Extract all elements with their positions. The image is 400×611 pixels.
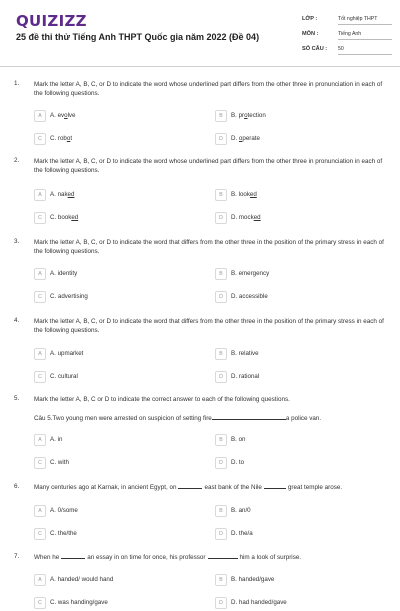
option-letter-badge: B bbox=[215, 574, 227, 586]
option-text bbox=[231, 436, 245, 443]
option-text-start: D. mock bbox=[231, 214, 254, 221]
option-c[interactable] bbox=[34, 371, 204, 383]
answer-blank bbox=[61, 553, 85, 559]
option-text-start: D. the/a bbox=[231, 530, 253, 537]
option-letter-badge: C bbox=[34, 291, 46, 303]
question-text: Mark the letter A, B, C, or D to indicate the word that differs from the other three in the position of the primary stress in each of the following questions. bbox=[34, 239, 384, 255]
option-text bbox=[50, 350, 83, 357]
option-text bbox=[50, 576, 113, 583]
sentence-end: a police van. bbox=[285, 415, 322, 422]
question-text bbox=[34, 553, 392, 562]
option-letter-badge: A bbox=[34, 434, 46, 446]
option-letter-badge: D bbox=[215, 133, 227, 145]
question-7 bbox=[0, 553, 400, 611]
option-letter-badge: C bbox=[34, 371, 46, 383]
option-text-start: C. book bbox=[50, 214, 72, 221]
option-text-end: lve bbox=[67, 112, 76, 119]
option-letter-badge: B bbox=[215, 434, 227, 446]
option-text bbox=[231, 576, 274, 583]
answer-blank bbox=[212, 414, 286, 420]
option-text-start: B. emergency bbox=[231, 270, 270, 277]
option-text-start: A. identity bbox=[50, 270, 78, 277]
option-text-end: t bbox=[70, 135, 73, 142]
option-letter-badge: B bbox=[215, 110, 227, 122]
option-letter-badge: C bbox=[34, 597, 46, 609]
option-c[interactable] bbox=[34, 597, 204, 609]
answer-blank bbox=[264, 483, 286, 489]
subject-label: MÔN : bbox=[302, 31, 319, 37]
question-number: 5. bbox=[14, 395, 20, 402]
header-divider bbox=[0, 66, 400, 67]
underlined-part: o bbox=[64, 112, 68, 119]
underlined-part: ed bbox=[71, 214, 79, 221]
class-label: LỚP : bbox=[302, 16, 318, 22]
option-text bbox=[231, 459, 244, 466]
option-text bbox=[231, 270, 269, 277]
option-letter-badge: D bbox=[215, 457, 227, 469]
option-text bbox=[50, 191, 74, 198]
option-text bbox=[231, 373, 259, 380]
option-letter-badge: C bbox=[34, 133, 46, 145]
option-text bbox=[231, 530, 253, 537]
option-letter-badge: B bbox=[215, 268, 227, 280]
option-letter-badge: D bbox=[215, 528, 227, 540]
option-a[interactable] bbox=[34, 348, 204, 360]
option-text bbox=[50, 599, 108, 606]
underlined-part: ed bbox=[67, 191, 75, 198]
option-c[interactable] bbox=[34, 291, 204, 303]
option-a[interactable] bbox=[34, 505, 204, 517]
option-d[interactable] bbox=[215, 457, 385, 469]
option-text-start: C. with bbox=[50, 459, 69, 466]
option-text-start: D. accessible bbox=[231, 293, 268, 300]
option-text bbox=[231, 350, 259, 357]
option-letter-badge: A bbox=[34, 348, 46, 360]
option-letter-badge: A bbox=[34, 505, 46, 517]
worksheet-title: 25 đề thi thử Tiếng Anh THPT Quốc gia năm 2022 (Đề 04) bbox=[16, 32, 260, 42]
answer-blank bbox=[178, 483, 202, 489]
option-text bbox=[231, 293, 268, 300]
underlined-part: o bbox=[244, 112, 248, 119]
question-text-part: Many centuries ago at Karnak, in ancient Egypt, on bbox=[34, 484, 177, 491]
option-letter-badge: C bbox=[34, 528, 46, 540]
option-text bbox=[50, 270, 77, 277]
option-text-end: perate bbox=[242, 135, 260, 142]
option-text bbox=[231, 191, 257, 198]
option-text bbox=[50, 459, 69, 466]
question-text: Mark the letter A, B, C, or D to indicate the word that differs from the other three in the position of the primary stress in each of the following questions. bbox=[34, 318, 384, 334]
option-a[interactable] bbox=[34, 268, 204, 280]
option-text-start: A. nak bbox=[50, 191, 68, 198]
option-b[interactable] bbox=[215, 110, 385, 122]
subject-value: Tiếng Anh bbox=[338, 31, 392, 40]
question-text: Mark the letter A, B, C, or D to indicate the word whose underlined part differs from the other three in pronunciation in each of the following questions. bbox=[34, 158, 383, 174]
option-text-start: B. handed/gave bbox=[231, 576, 275, 583]
option-text-start: A. upmarket bbox=[50, 350, 84, 357]
option-text-start: A. ev bbox=[50, 112, 65, 119]
option-a[interactable] bbox=[34, 574, 204, 586]
question-text-part: When he bbox=[34, 554, 60, 561]
option-text bbox=[50, 530, 77, 537]
option-b[interactable] bbox=[215, 434, 385, 446]
option-letter-badge: D bbox=[215, 212, 227, 224]
question-count-label: SỐ CÂU : bbox=[302, 46, 328, 52]
option-d[interactable] bbox=[215, 291, 385, 303]
question-sentence bbox=[34, 414, 392, 422]
option-text bbox=[231, 507, 251, 514]
option-b[interactable] bbox=[215, 505, 385, 517]
question-text: Mark the letter A, B, C, or D to indicate the word whose underlined part differs from the other three in pronunciation in each of the following questions. bbox=[34, 81, 383, 97]
option-letter-badge: B bbox=[215, 505, 227, 517]
option-d[interactable] bbox=[215, 528, 385, 540]
option-text-start: A. in bbox=[50, 436, 63, 443]
question-2 bbox=[0, 157, 400, 226]
option-letter-badge: D bbox=[215, 371, 227, 383]
option-text-start: B. an/0 bbox=[231, 507, 251, 514]
question-number: 4. bbox=[14, 317, 20, 324]
option-d[interactable] bbox=[215, 371, 385, 383]
question-count-value: 50 bbox=[338, 46, 392, 55]
option-text bbox=[231, 112, 266, 119]
question-number: 3. bbox=[14, 238, 20, 245]
option-text-start: D. bbox=[231, 135, 239, 142]
option-text bbox=[231, 214, 261, 221]
option-c[interactable] bbox=[34, 212, 204, 224]
option-letter-badge: D bbox=[215, 597, 227, 609]
option-text bbox=[50, 112, 75, 119]
answer-blank bbox=[208, 553, 238, 559]
option-text-end: tection bbox=[247, 112, 266, 119]
question-6 bbox=[0, 483, 400, 542]
question-4 bbox=[0, 317, 400, 385]
option-text bbox=[50, 135, 72, 142]
option-a[interactable] bbox=[34, 110, 204, 122]
option-text-start: D. rational bbox=[231, 373, 260, 380]
option-text-start: C. cultural bbox=[50, 373, 78, 380]
option-text-start: C. rob bbox=[50, 135, 67, 142]
option-text-start: C. was handing/gave bbox=[50, 599, 108, 606]
question-text-part: an essay in on time for once, his professor bbox=[87, 554, 206, 561]
option-text bbox=[50, 507, 78, 514]
option-text-start: A. 0/some bbox=[50, 507, 78, 514]
question-number: 2. bbox=[14, 157, 20, 164]
question-number: 7. bbox=[14, 553, 20, 560]
question-3 bbox=[0, 238, 400, 305]
option-text-start: D. had handed/gave bbox=[231, 599, 287, 606]
underlined-part: ed bbox=[253, 214, 261, 221]
option-letter-badge: B bbox=[215, 189, 227, 201]
option-letter-badge: A bbox=[34, 574, 46, 586]
option-b[interactable] bbox=[215, 189, 385, 201]
option-text-start: C. advertising bbox=[50, 293, 88, 300]
sentence-start: Câu 5.Two young men were arrested on suspicion of setting fire bbox=[34, 415, 212, 422]
option-letter-badge: A bbox=[34, 268, 46, 280]
underlined-part: o bbox=[66, 135, 71, 142]
question-number: 6. bbox=[14, 483, 20, 490]
option-text bbox=[50, 214, 78, 221]
option-text bbox=[50, 293, 88, 300]
class-value: Tốt nghiệp THPT bbox=[338, 16, 392, 25]
option-text bbox=[231, 135, 260, 142]
option-text-start: B. on bbox=[231, 436, 246, 443]
option-text-start: B. look bbox=[231, 191, 250, 198]
option-letter-badge: C bbox=[34, 212, 46, 224]
option-letter-badge: A bbox=[34, 110, 46, 122]
option-text-start: C. the/the bbox=[50, 530, 77, 537]
option-text-start: D. to bbox=[231, 459, 245, 466]
option-letter-badge: C bbox=[34, 457, 46, 469]
option-letter-badge: A bbox=[34, 189, 46, 201]
underlined-part: ed bbox=[249, 191, 257, 198]
option-text bbox=[231, 599, 287, 606]
option-c[interactable] bbox=[34, 133, 204, 145]
question-5 bbox=[0, 395, 400, 471]
question-text bbox=[34, 483, 392, 492]
option-c[interactable] bbox=[34, 457, 204, 469]
quizizz-logo: QUIZIZZ bbox=[16, 12, 87, 30]
option-c[interactable] bbox=[34, 528, 204, 540]
option-text-start: B. pr bbox=[231, 112, 245, 119]
option-d[interactable] bbox=[215, 597, 385, 609]
option-b[interactable] bbox=[215, 268, 385, 280]
option-text-start: B. relative bbox=[231, 350, 259, 357]
underlined-part: o bbox=[238, 135, 243, 142]
option-b[interactable] bbox=[215, 574, 385, 586]
option-text bbox=[50, 436, 62, 443]
question-number: 1. bbox=[14, 80, 20, 87]
question-1 bbox=[0, 80, 400, 147]
option-text bbox=[50, 373, 78, 380]
option-text-start: A. handed/ would hand bbox=[50, 576, 114, 583]
worksheet-header bbox=[0, 0, 400, 66]
option-d[interactable] bbox=[215, 212, 385, 224]
option-letter-badge: B bbox=[215, 348, 227, 360]
option-letter-badge: D bbox=[215, 291, 227, 303]
question-text-part: east bank of the Nile bbox=[204, 484, 262, 491]
option-b[interactable] bbox=[215, 348, 385, 360]
question-text-part: him a look of surprise. bbox=[239, 554, 302, 561]
option-d[interactable] bbox=[215, 133, 385, 145]
option-a[interactable] bbox=[34, 434, 204, 446]
question-text: Mark the letter A, B, C or D to indicate the correct answer to each of the following questions. bbox=[34, 396, 290, 403]
option-a[interactable] bbox=[34, 189, 204, 201]
question-text-part: great temple arose. bbox=[287, 484, 343, 491]
